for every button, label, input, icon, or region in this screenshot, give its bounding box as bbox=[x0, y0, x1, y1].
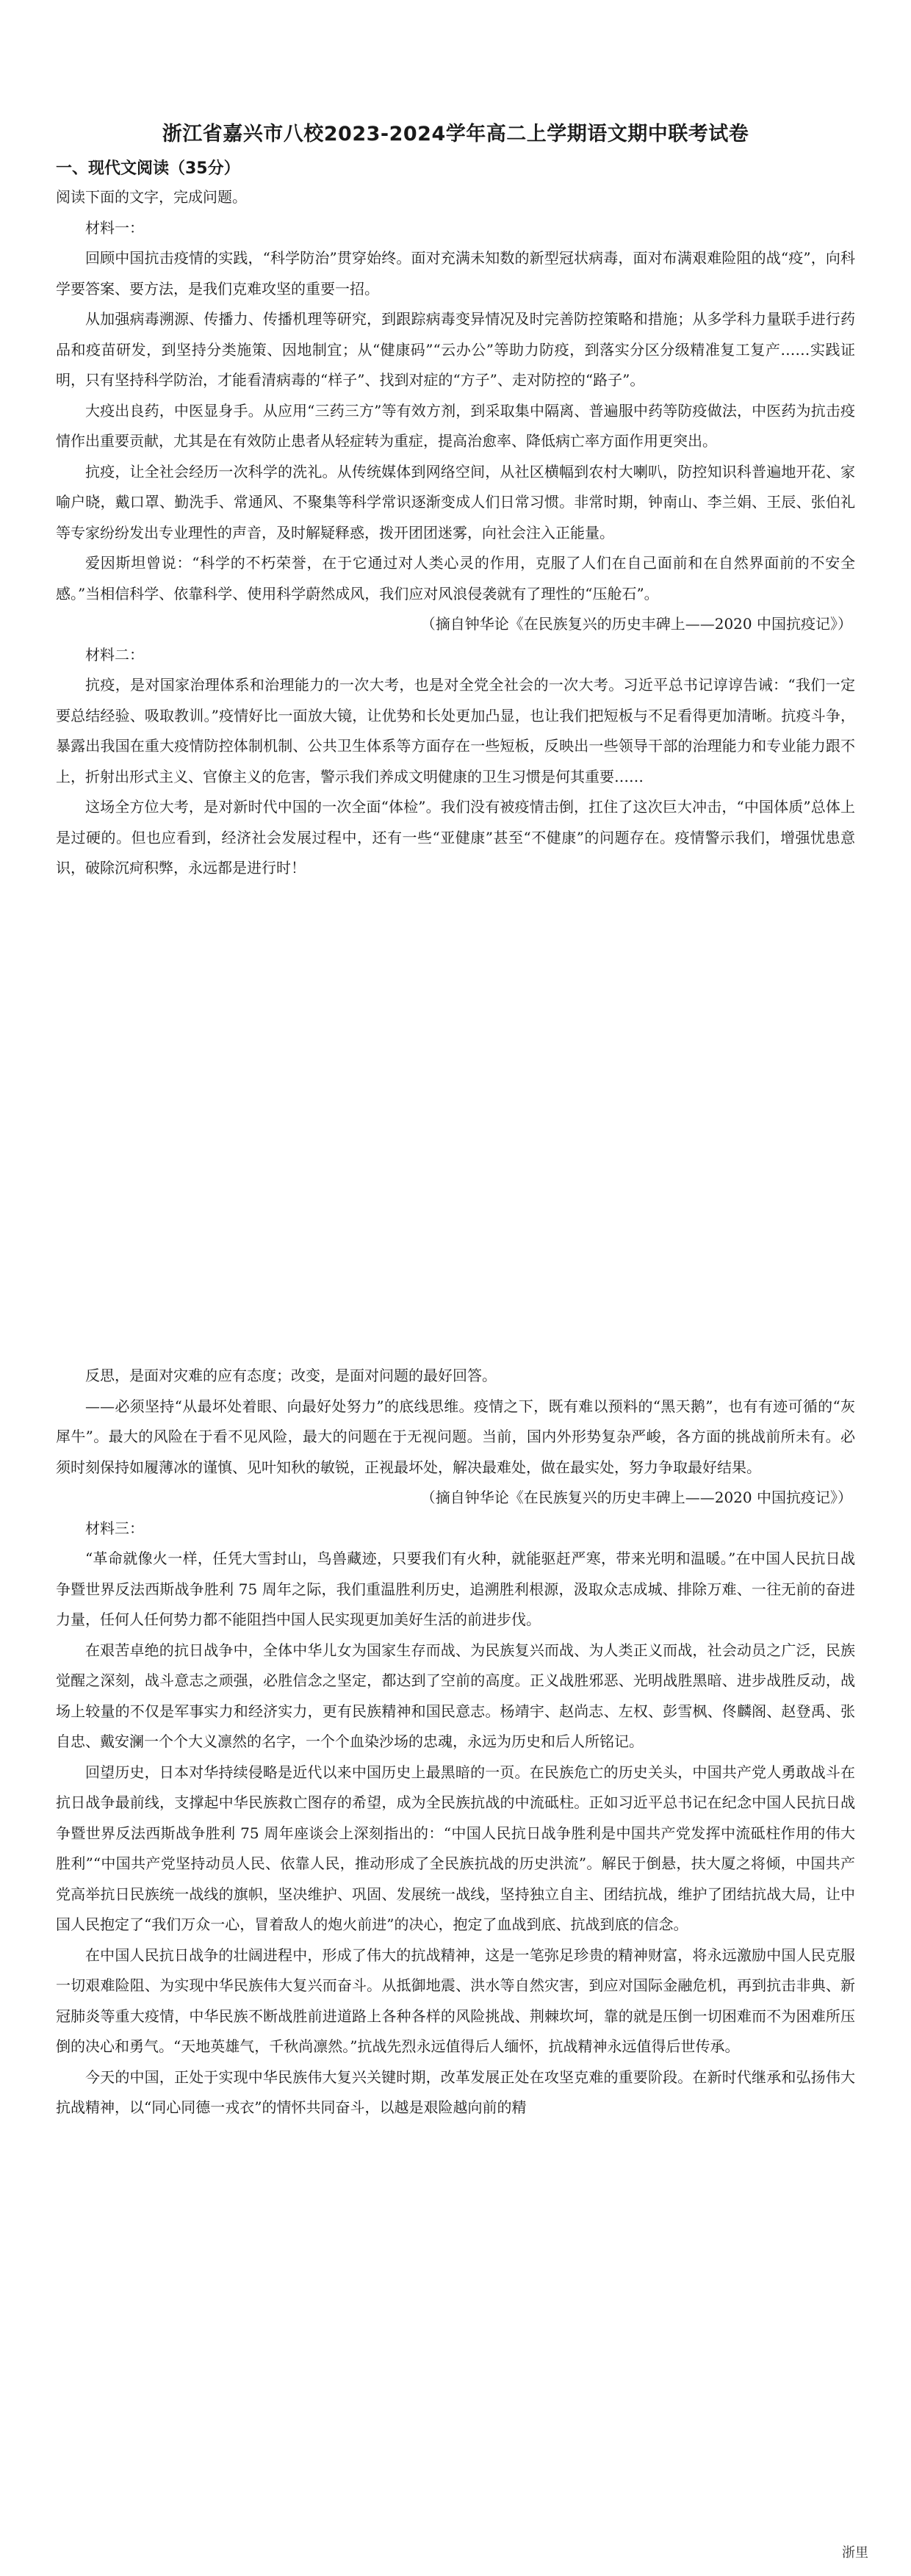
content-block-bottom bbox=[56, 1361, 855, 2123]
material2-source: （摘自钟华论《在民族复兴的历史丰碑上——2020 中国抗疫记》） bbox=[420, 1489, 852, 1506]
material2-paragraph: ——必须坚持“从最坏处着眼、向最好处努力”的底线思维。疫情之下，既有难以预料的“黑天鹅”，也有有迹可循的“灰犀牛”。最大的风险在于看不见风险，最大的问题在于无视问题。当前，国内外形势复杂严峻，各方面的挑战前所未有。必须时刻保持如履薄冰的谨慎、见叶知秋的敏锐，正视最坏处，解决最难处，做在最实处，努力争取最好结果。 bbox=[56, 1397, 855, 1476]
material3-paragraph: 今天的中国，正处于实现中华民族伟大复兴关键时期，改革发展正处在攻坚克难的重要阶段。在新时代继承和弘扬伟大抗战精神，以“同心同德一戎衣”的情怀共同奋斗，以越是艰险越向前的精 bbox=[56, 2068, 855, 2116]
material2-label: 材料二： bbox=[85, 645, 144, 663]
material3-label: 材料三： bbox=[85, 1519, 144, 1537]
material3-paragraph: “革命就像火一样，任凭大雪封山，鸟兽藏迹，只要我们有火种，就能驱赶严寒，带来光明和温暖。”在中国人民抗日战争暨世界反法西斯战争胜利 75 周年之际，我们重温胜利历史，追溯胜利根源，汲取众志成城、排除万难、一往无前的奋进力量，任何人任何势力都不能阻挡中国人民实现更加美好生活的前进步伐。 bbox=[56, 1550, 855, 1628]
section-heading: 一、现代文阅读（35分） bbox=[56, 159, 240, 178]
instruction-text: 阅读下面的文字，完成问题。 bbox=[56, 188, 247, 206]
material1-paragraph: 从加强病毒溯源、传播力、传播机理等研究，到跟踪病毒变异情况及时完善防控策略和措施；从多学科力量联手进行药品和疫苗研发，到坚持分类施策、因地制宜；从“健康码”“云办公”等助力防疫，到落实分区分级精准复工复产……实践证明，只有坚持科学防治，才能看清病毒的“样子”、找到对症的“方子”、走对防控的“路子”。 bbox=[56, 310, 855, 389]
material2-paragraph: 反思，是面对灾难的应有态度；改变，是面对问题的最好回答。 bbox=[85, 1367, 497, 1384]
material1-paragraph: 抗疫，让全社会经历一次科学的洗礼。从传统媒体到网络空间，从社区横幅到农村大喇叭，防控知识科普遍地开花、家喻户晓，戴口罩、勤洗手、常通风、不聚集等科学常识逐渐变成人们日常习惯。非常时期，钟南山、李兰娟、王辰、张伯礼等专家纷纷发出专业理性的声音，及时解疑释惑，拨开团团迷雾，向社会注入正能量。 bbox=[56, 462, 855, 542]
material1-paragraph: 大疫出良药，中医显身手。从应用“三药三方”等有效方剂，到采取集中隔离、普遍服中药等防疫做法，中医药为抗击疫情作出重要贡献，尤其是在有效防止患者从轻症转为重症，提高治愈率、降低病亡率方面作用更突出。 bbox=[56, 401, 855, 450]
document-title: 浙江省嘉兴市八校2023-2024学年高二上学期语文期中联考试卷 bbox=[162, 123, 749, 145]
material3-paragraph: 在艰苦卓绝的抗日战争中，全体中华儿女为国家生存而战、为民族复兴而战、为人类正义而战，社会动员之广泛，民族觉醒之深刻，战斗意志之顽强，必胜信念之坚定，都达到了空前的高度。正义战胜邪恶、光明战胜黑暗、进步战胜反动，战场上较量的不仅是军事实力和经济实力，更有民族精神和国民意志。杨靖宇、赵尚志、左权、彭雪枫、佟麟阁、赵登禹、张自忠、戴安澜一个个大义凛然的名字，一个个血染沙场的忠魂，永远为历史和后人所铭记。 bbox=[56, 1641, 855, 1750]
material3-paragraph: 在中国人民抗日战争的壮阔进程中，形成了伟大的抗战精神，这是一笔弥足珍贵的精神财富，将永远激励中国人民克服一切艰难险阻、为实现中华民族伟大复兴而奋斗。从抵御地震、洪水等自然灾害，到应对国际金融危机，再到抗击非典、新冠肺炎等重大疫情，中华民族不断战胜前进道路上各种各样的风险挑战、荆棘坎坷，靠的就是压倒一切困难而不为困难所压倒的决心和勇气。“天地英雄气，千秋尚凛然。”抗战先烈永远值得后人缅怀，抗战精神永远值得后世传承。 bbox=[56, 1946, 855, 2055]
footer-mark: 浙里 bbox=[842, 2545, 868, 2561]
material2-paragraph: 抗疫，是对国家治理体系和治理能力的一次大考，也是对全党全社会的一次大考。习近平总书记谆谆告诫：“我们一定要总结经验、吸取教训。”疫情好比一面放大镜，让优势和长处更加凸显，也让我们把短板与不足看得更加清晰。抗疫斗争，暴露出我国在重大疫情防控体制机制、公共卫生体系等方面存在一些短板，反映出一些领导干部的治理能力和专业能力跟不上，折射出形式主义、官僚主义的危害，警示我们养成文明健康的卫生习惯是何其重要…… bbox=[56, 676, 855, 785]
material3-paragraph: 回望历史，日本对华持续侵略是近代以来中国历史上最黑暗的一页。在民族危亡的历史关头，中国共产党人勇敢战斗在抗日战争最前线，支撑起中华民族救亡图存的希望，成为全民族抗战的中流砥柱。正如习近平总书记在纪念中国人民抗日战争暨世界反法西斯战争胜利 75 周年座谈会上深刻指出的：“中国人民抗日战争胜利是中国共产党发挥中流砥柱作用的伟大胜利”“中国共产党坚持动员人民、依靠人民，推动形成了全民族抗战的历史洪流”。解民于倒悬，扶大厦之将倾，中国共产党高举抗日民族统一战线的旗帜，坚决维护、巩固、发展统一战线，坚持独立自主、团结抗战，维护了团结抗战大局，让中国人民抱定了“我们万众一心，冒着敌人的炮火前进”的决心，抱定了血战到底、抗战到底的信念。 bbox=[56, 1763, 855, 1933]
material1-paragraph: 爱因斯坦曾说：“科学的不朽荣誉，在于它通过对人类心灵的作用，克服了人们在自己面前和在自然界面前的不安全感。”当相信科学、依靠科学、使用科学蔚然成风，我们应对风浪侵袭就有了理性的“压舱石”。 bbox=[56, 554, 855, 602]
content-block-top bbox=[56, 182, 855, 884]
material1-source: （摘自钟华论《在民族复兴的历史丰碑上——2020 中国抗疫记》） bbox=[420, 615, 852, 633]
material1-paragraph: 回顾中国抗击疫情的实践，“科学防治”贯穿始终。面对充满未知数的新型冠状病毒，面对布满艰难险阻的战“疫”，向科学要答案、要方法，是我们克难攻坚的重要一招。 bbox=[56, 249, 855, 298]
material2-paragraph: 这场全方位大考，是对新时代中国的一次全面“体检”。我们没有被疫情击倒，扛住了这次巨大冲击，“中国体质”总体上是过硬的。但也应看到，经济社会发展过程中，还有一些“亚健康”甚至“不健康”的问题存在。疫情警示我们，增强忧患意识，破除沉疴积弊，永远都是进行时！ bbox=[56, 798, 855, 877]
material1-label: 材料一： bbox=[85, 218, 144, 237]
